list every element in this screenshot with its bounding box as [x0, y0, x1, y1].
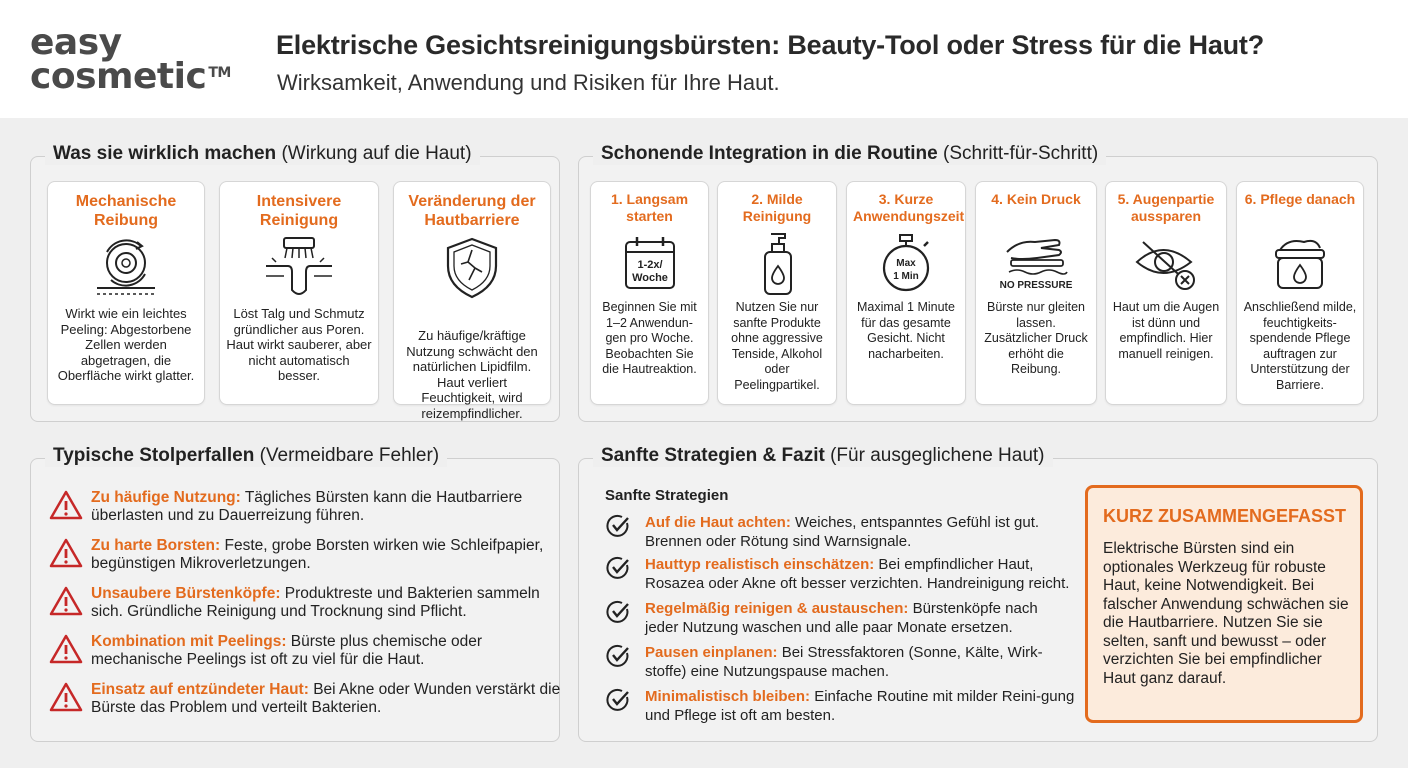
pitfall-text: Zu harte Borsten: Feste, grobe Borsten wirken wie Schleifpapier, begünstigen Mikroverletzungen.: [91, 537, 544, 572]
effect-card-barrier: [393, 181, 551, 421]
step-title: 6. Pflege danach: [1244, 191, 1356, 207]
step-text: Nutzen Sie nur sanfte Produkte ohne aggressive Tenside, Alkohol oder Peelingpartikel.: [731, 300, 823, 392]
effects-panel-title: Was sie wirklich machen (Wirkung auf die Haut): [45, 143, 480, 165]
routine-step-6: [1236, 181, 1364, 405]
step-text: Haut um die Augen ist dünn und empfindlich. Hier manuell reinigen.: [1112, 300, 1220, 361]
strategies-subhead: Sanfte Strategien: [605, 487, 729, 504]
step-text: Maximal 1 Minute für das gesamte Gesicht. Nicht nacharbeiten.: [857, 300, 955, 361]
pitfall-text: Einsatz auf entzündeter Haut: Bei Akne oder Wunden verstärkt die Bürste das Problem und verteilt Bakterien.: [91, 681, 561, 716]
cracked-shield-icon: [442, 236, 502, 300]
effect-card-text: Zu häufige/kräftige Nutzung schwächt den natürlichen Lipidfilm. Haut verliert Feuchtigkeit, wird reizempfindlicher.: [406, 328, 538, 421]
effect-card-text: Löst Talg und Schmutz gründlicher aus Poren. Haut wirkt sauberer, aber nicht automatisch besser.: [226, 306, 372, 383]
check-circle-icon: [605, 599, 631, 625]
trademark: TM: [208, 65, 231, 81]
routine-step-4: [975, 181, 1097, 405]
warning-icon: [49, 585, 83, 617]
brand-line-1: easy: [30, 22, 122, 63]
pitfalls-panel: [30, 445, 561, 742]
friction-rotation-icon: [91, 236, 161, 300]
effect-card-title: Intensivere Reinigung: [256, 193, 342, 229]
routine-step-3: [846, 181, 966, 405]
cream-jar-icon: [1270, 236, 1330, 292]
no-pressure-label: NO PRESSURE: [999, 280, 1073, 291]
summary-box: [1085, 485, 1363, 723]
svg-text:Woche: Woche: [631, 272, 668, 284]
calendar-icon: [623, 234, 677, 292]
header: [0, 0, 1408, 118]
page-subtitle: Wirksamkeit, Anwendung und Risiken für Ihre Haut.: [277, 70, 780, 95]
routine-step-2: [717, 181, 837, 405]
effect-card-title: Mechanische Reibung: [75, 193, 177, 229]
warning-icon: [49, 633, 83, 665]
warning-icon: [49, 537, 83, 569]
strategy-text: Minimalistisch bleiben: Einfache Routine mit milder Reini-gung und Pflege ist oft am besten.: [645, 688, 1075, 724]
effect-card-cleansing: [219, 181, 379, 405]
svg-text:Max: Max: [896, 258, 916, 269]
crossed-eye-icon: [1133, 236, 1199, 292]
check-circle-icon: [605, 687, 631, 713]
strategy-text: Auf die Haut achten: Weiches, entspanntes Gefühl ist gut. Brennen oder Rötung sind Warnsignale.: [645, 514, 1040, 550]
check-circle-icon: [605, 555, 631, 581]
routine-step-5: [1105, 181, 1227, 405]
strategy-text: Pausen einplanen: Bei Stressfaktoren (Sonne, Kälte, Wirk-stoffe) eine Nutzungspause machen.: [645, 644, 1043, 680]
step-title: 4. Kein Druck: [991, 191, 1081, 207]
warning-icon: [49, 681, 83, 713]
effect-card-title: Veränderung der Hautbarriere: [408, 193, 536, 229]
pitfall-text: Kombination mit Peelings: Bürste plus chemische oder mechanische Peelings ist oft zu viel für die Haut.: [91, 633, 483, 668]
strategies-panel-title: Sanfte Strategien & Fazit (Für ausgeglichene Haut): [593, 445, 1053, 467]
pitfall-text: Zu häufige Nutzung: Tägliches Bürsten kann die Hautbarriere überlasten und zu Dauerreizung führen.: [91, 489, 523, 524]
stopwatch-icon: [878, 234, 934, 292]
step-title: 5. Augenpartie aussparen: [1117, 191, 1215, 224]
svg-text:1 Min: 1 Min: [893, 271, 919, 282]
pore-cleansing-brush-icon: [262, 236, 336, 300]
step-text: Beginnen Sie mit 1–2 Anwendun-gen pro Woche. Beobachten Sie die Hautreaktion.: [602, 300, 697, 376]
pitfalls-panel-title: Typische Stolperfallen (Vermeidbare Fehler): [45, 445, 447, 467]
check-circle-icon: [605, 513, 631, 539]
warning-icon: [49, 489, 83, 521]
pitfall-text: Unsaubere Bürstenköpfe: Produktreste und Bakterien sammeln sich. Gründliche Reinigung und Trocknung sind Pflicht.: [91, 585, 540, 620]
routine-panel-title: Schonende Integration in die Routine (Schritt-für-Schritt): [593, 143, 1106, 165]
step-text: Bürste nur gleiten lassen. Zusätzlicher Druck erhöht die Reibung.: [984, 300, 1088, 376]
strategy-text: Regelmäßig reinigen & austauschen: Bürstenköpfe nach jeder Nutzung waschen und alle paar Monate ersetzen.: [645, 600, 1038, 636]
summary-text: Elektrische Bürsten sind ein optionales Werkzeug für robuste Haut, keine Notwendigkeit. Bei falscher Anwendung schwächen sie die Hautbarriere. Nutzen Sie sie selten, sanft und bewusst – oder verzichten Sie bei empfindlicher Haut ganz darauf.: [1103, 540, 1349, 687]
check-circle-icon: [605, 643, 631, 669]
gentle-hand-icon: [1001, 232, 1071, 278]
page-title: Elektrische Gesichtsreinigungsbürsten: Beauty-Tool oder Stress für die Haut?: [276, 30, 1265, 60]
strategy-text: Hauttyp realistisch einschätzen: Bei empfindlicher Haut, Rosazea oder Akne oft besser verzichten. Handreinigung reicht.: [645, 556, 1070, 592]
strategies-panel: [578, 445, 1378, 742]
brand-logo: [30, 22, 231, 97]
routine-panel: [578, 143, 1378, 422]
effects-panel: [30, 143, 560, 422]
step-title: 3. Kurze Anwendungszeit: [853, 191, 965, 224]
effect-card-text: Wirkt wie ein leichtes Peeling: Abgestorbene Zellen werden abgetragen, die Oberfläche wirkt glatter.: [57, 306, 195, 383]
brand-line-2: cosmetic: [30, 56, 207, 97]
effect-card-friction: [47, 181, 205, 405]
pump-bottle-icon: [757, 232, 797, 296]
calendar-label: 1-2x/: [636, 259, 663, 271]
step-text: Anschließend milde, feuchtigkeits-spendende Pflege auftragen zur Unterstützung der Barriere.: [1243, 300, 1357, 392]
routine-step-1: [590, 181, 709, 405]
step-title: 1. Langsam starten: [610, 191, 689, 224]
step-title: 2. Milde Reinigung: [742, 191, 812, 224]
summary-title: KURZ ZUSAMMENGEFASST: [1103, 506, 1346, 526]
